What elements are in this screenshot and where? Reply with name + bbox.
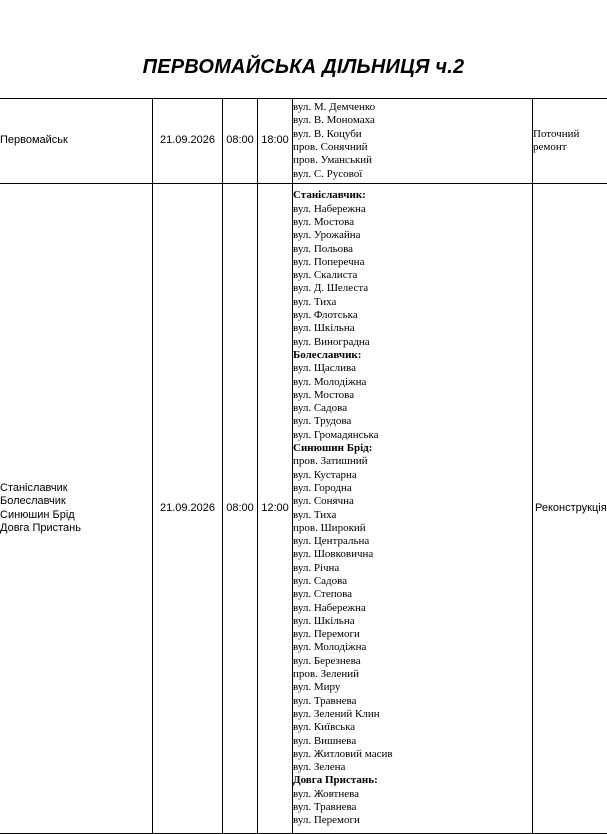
outage-schedule-table bbox=[0, 98, 607, 834]
street-item: вул. Д. Шелеста bbox=[293, 282, 532, 295]
work-type-text: Поточний bbox=[533, 128, 607, 141]
street-item: вул. Урожайна bbox=[293, 229, 532, 242]
location-name: Болеславчик bbox=[0, 495, 152, 508]
location-name: Довга Пристань bbox=[0, 522, 152, 535]
street-item: вул. Мостова bbox=[293, 216, 532, 229]
street-item: вул. Громадянська bbox=[293, 429, 532, 442]
street-item: вул. Польова bbox=[293, 243, 532, 256]
street-item: вул. Жовтнева bbox=[293, 788, 532, 801]
street-item: вул. Молодіжна bbox=[293, 376, 532, 389]
street-item: пров. Широкий bbox=[293, 522, 532, 535]
street-item: вул. Флотська bbox=[293, 309, 532, 322]
location-name: Синюшин Брід bbox=[0, 509, 152, 522]
street-item: вул. Шкільна bbox=[293, 322, 532, 335]
work-type-cell bbox=[533, 184, 607, 834]
street-item: вул. Сонячна bbox=[293, 495, 532, 508]
street-item: вул. Молодіжна bbox=[293, 641, 532, 654]
street-item: пров. Уманський bbox=[293, 154, 532, 167]
street-item: вул. Перемоги bbox=[293, 814, 532, 827]
settlement-heading: Болеславчик: bbox=[293, 349, 532, 362]
street-item: пров. Зелений bbox=[293, 668, 532, 681]
street-item: вул. Березнева bbox=[293, 655, 532, 668]
streets-cell bbox=[293, 184, 533, 834]
location-cell bbox=[0, 99, 153, 184]
date-cell: 21.09.2026 bbox=[153, 99, 223, 184]
settlement-heading: Синюшин Брід: bbox=[293, 442, 532, 455]
street-item: вул. Тиха bbox=[293, 509, 532, 522]
street-item: вул. Київська bbox=[293, 721, 532, 734]
settlement-heading: Станіславчик: bbox=[293, 189, 532, 202]
street-item: вул. В. Мономаха bbox=[293, 114, 532, 127]
street-item: пров. Сонячний bbox=[293, 141, 532, 154]
start-time-cell: 08:00 bbox=[223, 184, 258, 834]
street-item: вул. Садова bbox=[293, 575, 532, 588]
settlement-heading: Довга Пристань: bbox=[293, 774, 532, 787]
location-name: Первомайськ bbox=[0, 134, 152, 147]
street-item: вул. С. Русової bbox=[293, 168, 532, 181]
street-item: вул. Травнева bbox=[293, 695, 532, 708]
street-item: вул. В. Коцуби bbox=[293, 128, 532, 141]
street-item: вул. Поперечна bbox=[293, 256, 532, 269]
street-item: вул. Зелений Клин bbox=[293, 708, 532, 721]
street-item: вул. Травнева bbox=[293, 801, 532, 814]
start-time-cell: 08:00 bbox=[223, 99, 258, 184]
street-item: вул. Городна bbox=[293, 482, 532, 495]
page-title: ПЕРВОМАЙСЬКА ДІЛЬНИЦЯ ч.2 bbox=[0, 56, 607, 79]
street-item: вул. Щаслива bbox=[293, 362, 532, 375]
street-item: вул. Виноградна bbox=[293, 336, 532, 349]
street-item: вул. Житловий масив bbox=[293, 748, 532, 761]
location-cell bbox=[0, 184, 153, 834]
streets-cell bbox=[293, 99, 533, 184]
date-cell: 21.09.2026 bbox=[153, 184, 223, 834]
street-item: вул. Степова bbox=[293, 588, 532, 601]
street-item: вул. Річна bbox=[293, 562, 532, 575]
work-type-text: ремонт bbox=[533, 141, 607, 154]
location-name: Станіславчик bbox=[0, 482, 152, 495]
street-item: вул. М. Демченко bbox=[293, 101, 532, 114]
street-item: вул. Зелена bbox=[293, 761, 532, 774]
table-row bbox=[0, 184, 607, 834]
street-item: вул. Садова bbox=[293, 402, 532, 415]
street-item: вул. Скалиста bbox=[293, 269, 532, 282]
street-item: вул. Миру bbox=[293, 681, 532, 694]
street-item: вул. Перемоги bbox=[293, 628, 532, 641]
table-body bbox=[0, 99, 607, 834]
street-item: вул. Трудова bbox=[293, 415, 532, 428]
table-row bbox=[0, 99, 607, 184]
street-item: вул. Шовковична bbox=[293, 548, 532, 561]
end-time-cell: 18:00 bbox=[258, 99, 293, 184]
street-item: вул. Набережна bbox=[293, 203, 532, 216]
street-item: вул. Набережна bbox=[293, 602, 532, 615]
street-item: вул. Центральна bbox=[293, 535, 532, 548]
street-item: вул. Тиха bbox=[293, 296, 532, 309]
street-item: вул. Мостова bbox=[293, 389, 532, 402]
street-item: вул. Шкільна bbox=[293, 615, 532, 628]
street-item: вул. Вишнева bbox=[293, 735, 532, 748]
street-item: вул. Кустарна bbox=[293, 469, 532, 482]
work-type-text: Реконструкція bbox=[535, 502, 607, 515]
work-type-cell bbox=[533, 99, 607, 184]
end-time-cell: 12:00 bbox=[258, 184, 293, 834]
street-item: пров. Затишний bbox=[293, 455, 532, 468]
